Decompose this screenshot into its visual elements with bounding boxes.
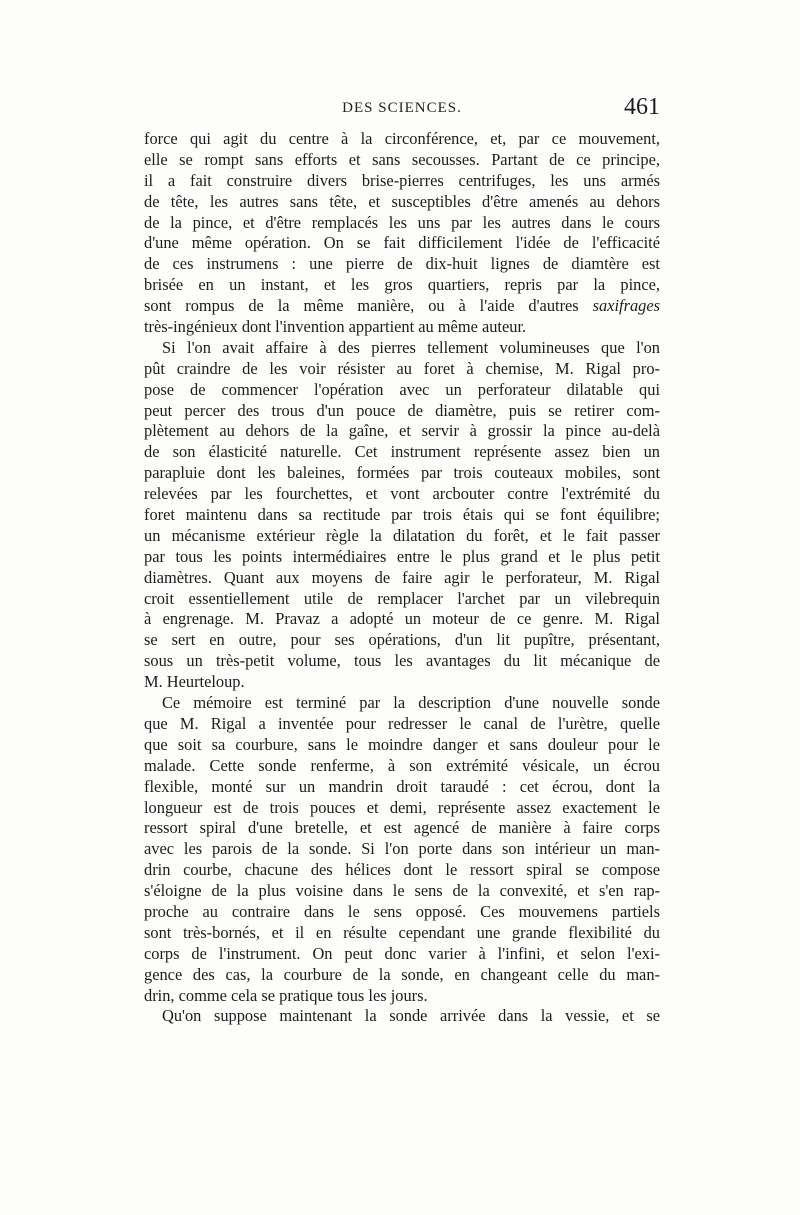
text-line: corps de l'instrument. On peut donc varier à l'infini, et selon l'exi-	[144, 943, 660, 963]
text-line: Ce mémoire est terminé par la description d'une nouvelle sonde	[162, 693, 660, 713]
text-line: pose de commencer l'opération avec un perforateur dilatable qui	[144, 379, 660, 399]
text-line: gence des cas, la courbure de la sonde, en changeant celle du man-	[144, 964, 660, 984]
text-line: parapluie dont les baleines, formées par trois couteaux mobiles, sont	[144, 463, 660, 483]
text-line: diamètres. Quant aux moyens de faire agir le perforateur, M. Rigal	[144, 567, 660, 587]
text-line: malade. Cette sonde renferme, à son extrémité vésicale, un écrou	[144, 755, 660, 775]
text-line: foret maintenu dans sa rectitude par trois étais qui se font équilibre;	[144, 505, 660, 525]
text-line: pût craindre de les voir résister au foret à chemise, M. Rigal pro-	[144, 358, 660, 378]
text-line: proche au contraire dans le sens opposé. Ces mouvemens partiels	[144, 901, 660, 921]
text-line: de son élasticité naturelle. Cet instrument représente assez bien un	[144, 442, 660, 462]
text-line: peut percer des trous d'un pouce de diamètre, puis se retirer com-	[144, 400, 660, 420]
text-line: d'une même opération. On se fait difficilement l'idée de l'efficacité	[144, 233, 660, 253]
text-line: croit essentiellement utile de remplacer l'archet par un vilebrequin	[144, 588, 660, 608]
text-line: que soit sa courbure, sans le moindre danger et sans douleur pour le	[144, 734, 660, 754]
text-line: par tous les points intermédiaires entre le plus grand et le plus petit	[144, 546, 660, 566]
text-line: Si l'on avait affaire à des pierres tellement volumineuses que l'on	[162, 337, 660, 357]
body-text	[144, 129, 660, 1027]
text-line: drin, comme cela se pratique tous les jours.	[144, 985, 428, 1005]
running-title: DES SCIENCES.	[342, 100, 462, 116]
text-line: que M. Rigal a inventée pour redresser le canal de l'urètre, quelle	[144, 713, 660, 733]
text-line: elle se rompt sans efforts et sans secousses. Partant de ce principe,	[144, 149, 660, 169]
text-line: force qui agit du centre à la circonférence, et, par ce mouvement,	[144, 129, 660, 148]
text-line: se sert en outre, pour ses opérations, d'un lit pupître, présentant,	[144, 630, 660, 650]
text-line: brisée en un instant, et les gros quartiers, repris par la pince,	[144, 275, 660, 295]
paragraph	[144, 693, 660, 1006]
text-line: ressort spiral d'une bretelle, et est agencé de manière à faire corps	[144, 818, 660, 838]
running-head	[144, 96, 660, 124]
text-line-with-italic	[144, 296, 660, 317]
text-segment: sont rompus de la même manière, ou à l'aide d'autres	[144, 296, 593, 316]
text-line: longueur est de trois pouces et demi, représente assez exactement le	[144, 797, 660, 817]
text-line: sous un très-petit volume, tous les avantages du lit mécanique de	[144, 651, 660, 671]
text-line: M. Heurteloup.	[144, 672, 245, 692]
text-line: relevées par les fourchettes, et vont arcbouter contre l'extrémité du	[144, 484, 660, 504]
text-line: sont très-bornés, et il en résulte cependant une grande flexibilité du	[144, 922, 660, 942]
text-line: à engrenage. M. Pravaz a adopté un moteur de ce genre. M. Rigal	[144, 609, 660, 629]
paragraph	[144, 129, 660, 338]
text-line: de tête, les autres sans tête, et susceptibles d'être amenés au dehors	[144, 191, 660, 211]
text-line: très-ingénieux dont l'invention appartient au même auteur.	[144, 317, 527, 337]
text-line: un mécanisme extérieur règle la dilatation du forêt, et le fait passer	[144, 525, 660, 545]
text-line: de la pince, et d'être remplacés les uns par les autres dans le cours	[144, 212, 660, 232]
paragraph	[144, 1006, 660, 1027]
page-number: 461	[624, 94, 660, 120]
text-line: de ces instrumens : une pierre de dix-huit lignes de diamtère est	[144, 254, 660, 274]
paragraph	[144, 338, 660, 693]
text-line: avec les parois de la sonde. Si l'on porte dans son intérieur un man-	[144, 839, 660, 859]
text-line: il a fait construire divers brise-pierres centrifuges, les uns armés	[144, 170, 660, 190]
text-line: flexible, monté sur un mandrin droit taraudé : cet écrou, dont la	[144, 776, 660, 796]
text-line: Qu'on suppose maintenant la sonde arrivée dans la vessie, et se	[162, 1006, 660, 1026]
italic-term: saxifrages	[592, 296, 660, 316]
text-line: plètement au dehors de la gaîne, et servir à grossir la pince au-delà	[144, 421, 660, 441]
text-line: drin courbe, chacune des hélices dont le ressort spiral se compose	[144, 860, 660, 880]
text-line: s'éloigne de la plus voisine dans le sens de la convexité, et s'en rap-	[144, 881, 660, 901]
